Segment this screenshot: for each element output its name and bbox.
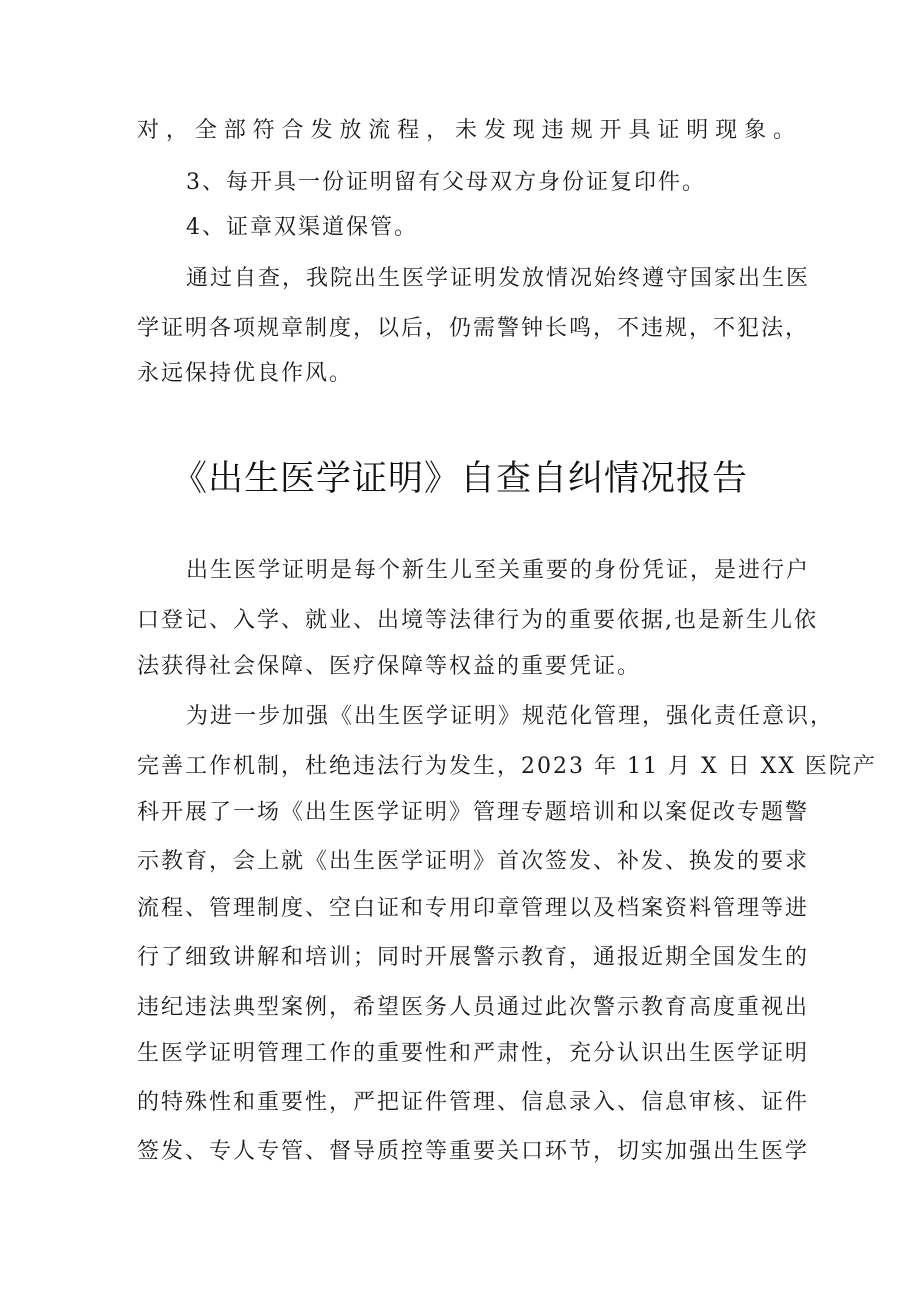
paragraph-line: 签发、专人专管、督导质控等重要关口环节，切实加强出生医学 [137,1139,810,1164]
paragraph-line: 示教育，会上就《出生医学证明》首次签发、补发、换发的要求 [137,849,810,874]
paragraph-line: 通过自查，我院出生医学证明发放情况始终遵守国家出生医 [186,266,811,291]
paragraph-line: 完善工作机制，杜绝违法行为发生，2023 年 11 月 X 日 XX 医院产 [137,754,877,779]
paragraph-line: 流程、管理制度、空白证和专用印章管理以及档案资料管理等进 [137,896,810,921]
report-title: 《出生医学证明》自查自纠情况报告 [171,459,748,499]
paragraph-line: 生医学证明管理工作的重要性和严肃性，充分认识出生医学证明 [137,1041,810,1066]
paragraph-line: 法获得社会保障、医疗保障等权益的重要凭证。 [137,654,642,679]
paragraph-line: 永远保持优良作风。 [137,361,354,386]
paragraph-line: 学证明各项规章制度，以后，仍需警钟长鸣，不违规，不犯法， [137,316,810,341]
paragraph-line: 对，全部符合发放流程，未发现违规开具证明现象。 [137,118,797,143]
paragraph-line: 违纪违法典型案例，希望医务人员通过此次警示教育高度重视出 [137,995,810,1020]
paragraph-line: 3、每开具一份证明留有父母双方身份证复印件。 [186,170,706,195]
paragraph-line: 口登记、入学、就业、出境等法律行为的重要依据,也是新生儿依 [137,608,818,633]
paragraph-line: 行了细致讲解和培训；同时开展警示教育，通报近期全国发生的 [137,945,810,970]
paragraph-line: 科开展了一场《出生医学证明》管理专题培训和以案促改专题警 [137,800,810,825]
paragraph-line: 出生医学证明是每个新生儿至关重要的身份凭证，是进行户 [186,558,811,583]
paragraph-line: 4、证章双渠道保管。 [186,215,418,240]
paragraph-line: 的特殊性和重要性，严把证件管理、信息录入、信息审核、证件 [137,1090,810,1115]
paragraph-line: 为进一步加强《出生医学证明》规范化管理，强化责任意识， [186,704,835,729]
